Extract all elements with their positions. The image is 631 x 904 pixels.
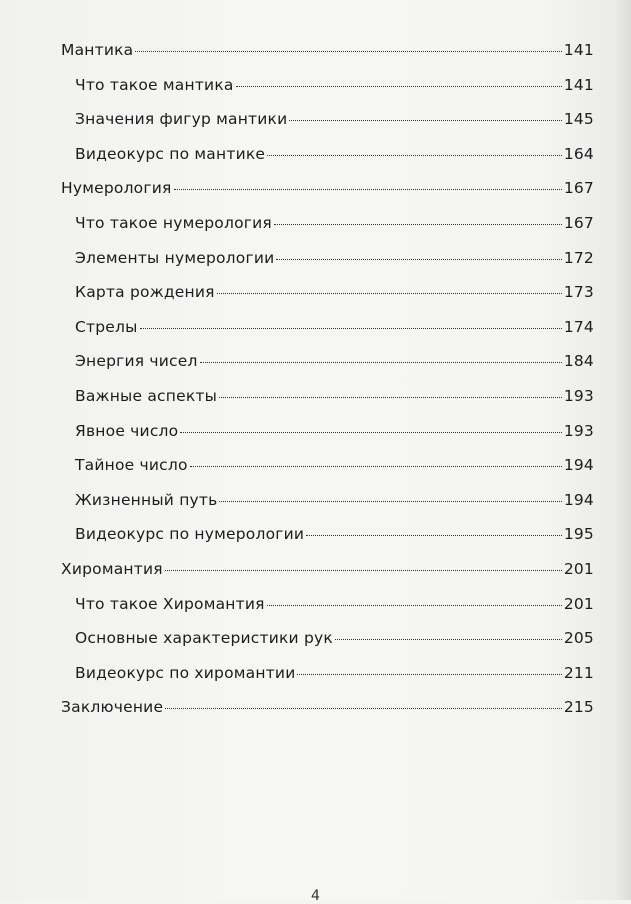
toc-entry-page: 164	[563, 144, 594, 163]
toc-entry-page: 194	[563, 490, 594, 509]
dot-leader	[140, 328, 562, 329]
toc-entry-title: Видеокурс по нумерологии	[75, 525, 305, 544]
toc-entry-title: Энергия чисел	[75, 352, 198, 371]
toc-entry	[61, 488, 594, 523]
toc-entry-page: 194	[563, 456, 594, 475]
toc-entry	[61, 280, 594, 315]
table-of-contents	[61, 38, 594, 730]
page-edge-shadow	[615, 0, 631, 900]
toc-entry-page: 201	[563, 559, 594, 578]
toc-entry-page: 193	[563, 421, 594, 440]
toc-entry-page: 193	[563, 386, 594, 405]
dot-leader	[219, 501, 561, 502]
dot-leader	[335, 639, 562, 640]
toc-entry-title: Основные характеристики рук	[75, 629, 333, 648]
toc-entry-page: 173	[563, 283, 594, 302]
toc-entry	[61, 315, 594, 350]
toc-entry-page: 211	[563, 663, 594, 682]
toc-entry-title: Что такое Хиромантия	[75, 594, 265, 613]
dot-leader	[180, 432, 561, 433]
dot-leader	[274, 224, 562, 225]
toc-entry-title: Видеокурс по хиромантии	[75, 663, 296, 682]
toc-entry	[61, 211, 594, 246]
dot-leader	[276, 259, 561, 260]
dot-leader	[174, 189, 562, 190]
dot-leader	[236, 86, 562, 87]
toc-entry-page: 205	[563, 629, 594, 648]
dot-leader	[297, 674, 561, 675]
toc-entry-page: 195	[563, 525, 594, 544]
toc-entry	[61, 695, 594, 730]
toc-entry-title: Хиромантия	[61, 559, 163, 578]
toc-entry	[61, 38, 594, 73]
toc-entry-title: Стрелы	[75, 317, 138, 336]
dot-leader	[306, 535, 562, 536]
toc-entry-title: Элементы нумерологии	[75, 248, 275, 267]
toc-entry-title: Тайное число	[75, 456, 188, 475]
toc-entry-title: Явное число	[75, 421, 179, 440]
toc-entry-page: 141	[563, 75, 594, 94]
toc-entry-title: Что такое мантика	[75, 75, 234, 94]
toc-entry-page: 174	[563, 317, 594, 336]
toc-entry	[61, 661, 594, 696]
dot-leader	[289, 120, 561, 121]
toc-entry	[61, 349, 594, 384]
toc-entry	[61, 142, 594, 177]
dot-leader	[219, 397, 562, 398]
toc-entry	[61, 107, 594, 142]
toc-entry-page: 141	[563, 41, 594, 59]
page-number: 4	[311, 888, 320, 904]
toc-entry-title: Мантика	[61, 41, 134, 59]
toc-entry	[61, 384, 594, 419]
toc-entry-title: Нумерология	[61, 179, 172, 198]
dot-leader	[190, 466, 562, 467]
toc-entry-title: Жизненный путь	[75, 490, 218, 509]
toc-entry-title: Видеокурс по мантике	[75, 144, 266, 163]
toc-entry-page: 184	[563, 352, 594, 371]
toc-entry	[61, 522, 594, 557]
toc-entry-title: Заключение	[61, 698, 164, 717]
toc-entry-page: 201	[563, 594, 594, 613]
toc-entry	[61, 626, 594, 661]
dot-leader	[165, 570, 562, 571]
toc-entry-page: 215	[563, 698, 594, 717]
dot-leader	[267, 155, 562, 156]
toc-entry	[61, 73, 594, 108]
toc-entry	[61, 592, 594, 627]
dot-leader	[217, 293, 562, 294]
dot-leader	[200, 362, 562, 363]
toc-entry-page: 172	[563, 248, 594, 267]
dot-leader	[165, 708, 562, 709]
toc-entry	[61, 246, 594, 281]
toc-entry-title: Важные аспекты	[75, 386, 218, 405]
dot-leader	[267, 605, 562, 606]
toc-entry-title: Что такое нумерология	[75, 213, 272, 232]
toc-entry	[61, 419, 594, 454]
toc-entry-title: Значения фигур мантики	[75, 110, 288, 129]
toc-entry-title: Карта рождения	[75, 283, 215, 302]
dot-leader	[135, 51, 561, 52]
toc-entry-page: 167	[563, 179, 594, 198]
toc-entry-page: 167	[563, 213, 594, 232]
toc-entry	[61, 557, 594, 592]
toc-entry	[61, 176, 594, 211]
toc-entry	[61, 453, 594, 488]
toc-entry-page: 145	[563, 110, 594, 129]
